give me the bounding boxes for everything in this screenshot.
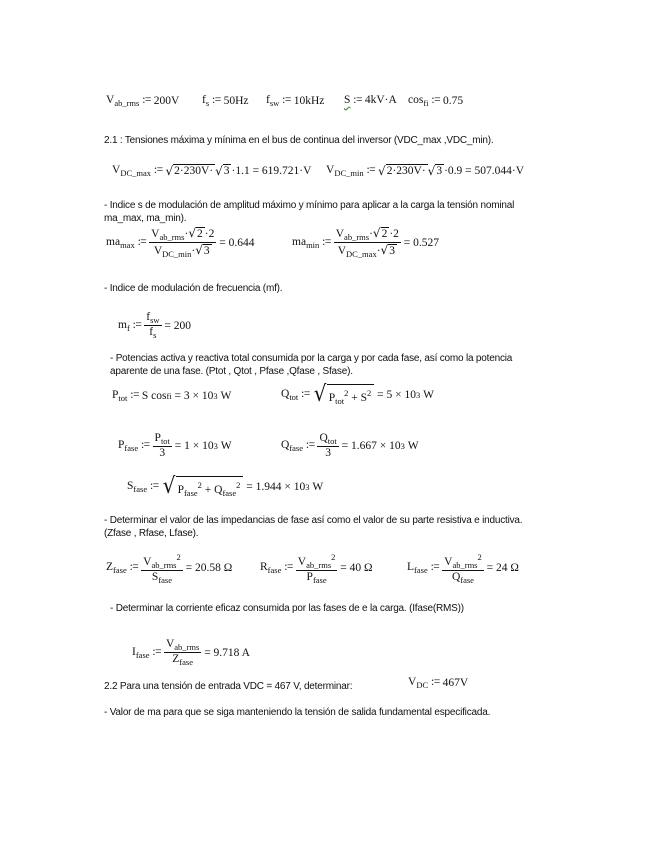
rfase-equation: $R_{fase}$ := $\frac{V_{ab\_rms}^2}{P_{fase}}$ = 40 Ω bbox=[260, 552, 373, 585]
s-value: 4kV·A bbox=[364, 94, 397, 106]
zfase-result: = 20.58 Ω bbox=[185, 562, 233, 575]
qfase-result: = 1.667 × 10 bbox=[341, 439, 401, 452]
pfase-result: = 1 × 10 bbox=[174, 439, 214, 452]
ptot-result: = 3 × 10 bbox=[174, 390, 214, 402]
ifase-result: = 9.718 A bbox=[204, 646, 250, 659]
vab-rms-definition: $V_{ab\_rms}$ := 200V bbox=[106, 94, 180, 108]
vdc-max-equation: $V_{DC\_max}$ := √ 2·230V· √ 3 ·1.1 = 619.721·V bbox=[112, 164, 312, 178]
vdc-min-tail: ·0.9 = 507.044·V bbox=[444, 165, 525, 177]
ma-keep-description: - Valor de ma para que se siga manteniendo la tensión de salida fundamental especificada. bbox=[104, 707, 491, 718]
vdc-max-tail: ·1.1 = 619.721·V bbox=[231, 165, 312, 177]
fs-definition: $f_s$ := 50Hz bbox=[202, 94, 249, 108]
fsw-value: 10kHz bbox=[293, 95, 325, 107]
vab-rms-value: 200V bbox=[153, 95, 180, 107]
ma-min-equation: $ma_{min}$ := $\frac{V_{ab\_rms}\cdot√2 \cdot 2}{V_{DC\_max}\cdot√3}$ = 0.527 bbox=[292, 226, 440, 259]
fsw-definition: $f_{sw}$ := 10kHz bbox=[266, 94, 325, 108]
qtot-result: = 5 × 10 bbox=[377, 389, 417, 401]
ma-description: - Indice s de modulación de amplitud máximo y mínimo para aplicar a la carga la tensión nominal ma_max, ma_min). bbox=[104, 200, 515, 224]
qfase-equation: $Q_{fase}$ := $\frac{Q_{tot}}{3}$ = 1.667 × 10 3 W bbox=[281, 432, 419, 459]
ma-max-result: = 0.644 bbox=[219, 236, 255, 249]
zfase-equation: $Z_{fase}$ := $\frac{V_{ab\_rms}^2}{S_{fase}}$ = 20.58 Ω bbox=[106, 552, 233, 585]
lfase-equation: $L_{fase}$ := $\frac{V_{ab\_rms}^2}{Q_{fase}}$ = 24 Ω bbox=[407, 552, 519, 585]
vdc-definition: $V_{DC}$ := 467V bbox=[408, 676, 469, 690]
section-2-2-heading: 2.2 Para una tensión de entrada VDC = 467 V, determinar: bbox=[104, 681, 353, 692]
mf-equation: $m_f$ := $\frac{f_{sw}}{f_s}$ = 200 bbox=[118, 311, 192, 340]
impedance-description: - Determinar el valor de las impedancias de fase así como el valor de su parte resistiva e inductiva. (Zfase , Rfase, Lfase). bbox=[104, 515, 523, 539]
vdc-value: 467V bbox=[442, 677, 469, 689]
ptot-expr: S cos bbox=[141, 390, 167, 402]
sfase-result: = 1.944 × 10 bbox=[246, 481, 306, 493]
cosfi-value: 0.75 bbox=[442, 95, 464, 107]
vdc-max-expr: 2·230V· bbox=[174, 165, 214, 177]
vdc-min-expr: 2·230V· bbox=[386, 165, 426, 177]
qtot-equation: $Q_{tot}$ := √ $P_{tot}^2 + S^2$ = 5 × 10 3 W bbox=[281, 382, 435, 407]
lfase-result: = 24 Ω bbox=[486, 562, 519, 575]
power-description: - Potencias activa y reactiva total consumida por la carga y por cada fase, así como la potencia aparente de una fase. (Ptot , Qtot , Pfase ,Qfase , Sfase). bbox=[110, 353, 513, 377]
mf-result: = 200 bbox=[164, 319, 192, 332]
ma-min-result: = 0.527 bbox=[403, 236, 440, 249]
ifase-description: - Determinar la corriente eficaz consumida por las fases de e la carga. (Ifase(RMS)) bbox=[110, 603, 464, 614]
cosfi-definition: $\cos_{fi}$ := 0.75 bbox=[408, 94, 464, 108]
ma-max-equation: $ma_{max}$ := $\frac{V_{ab\_rms}\cdot√2 \cdot 2}{V_{DC\_min}\cdot√3}$ = 0.644 bbox=[106, 226, 255, 259]
section-2-1-heading: 2.1 : Tensiones máxima y mínima en el bus de continua del inversor (VDC_max ,VDC_min). bbox=[104, 135, 494, 146]
fs-value: 50Hz bbox=[223, 95, 249, 107]
sfase-equation: $S_{fase}$ := √ $P_{fase}^2 + Q_{fase}^2$ = 1.944 × 10 3 W bbox=[127, 474, 324, 499]
ifase-equation: $I_{fase}$ := $\frac{V_{ab\_rms}}{Z_{fase}}$ = 9.718 A bbox=[132, 638, 250, 667]
mf-description: - Indice de modulación de frecuencia (mf). bbox=[104, 283, 283, 294]
ptot-equation: $P_{tot}$ := S cos fi = 3 × 10 3 W bbox=[112, 389, 232, 403]
s-definition: S := 4kV·A bbox=[344, 94, 397, 106]
vdc-min-equation: $V_{DC\_min}$ := √ 2·230V· √ 3 ·0.9 = 507.044·V bbox=[326, 164, 525, 178]
pfase-equation: $P_{fase}$ := $\frac{P_{tot}}{3}$ = 1 × 10 3 W bbox=[118, 432, 232, 459]
rfase-result: = 40 Ω bbox=[340, 562, 373, 575]
